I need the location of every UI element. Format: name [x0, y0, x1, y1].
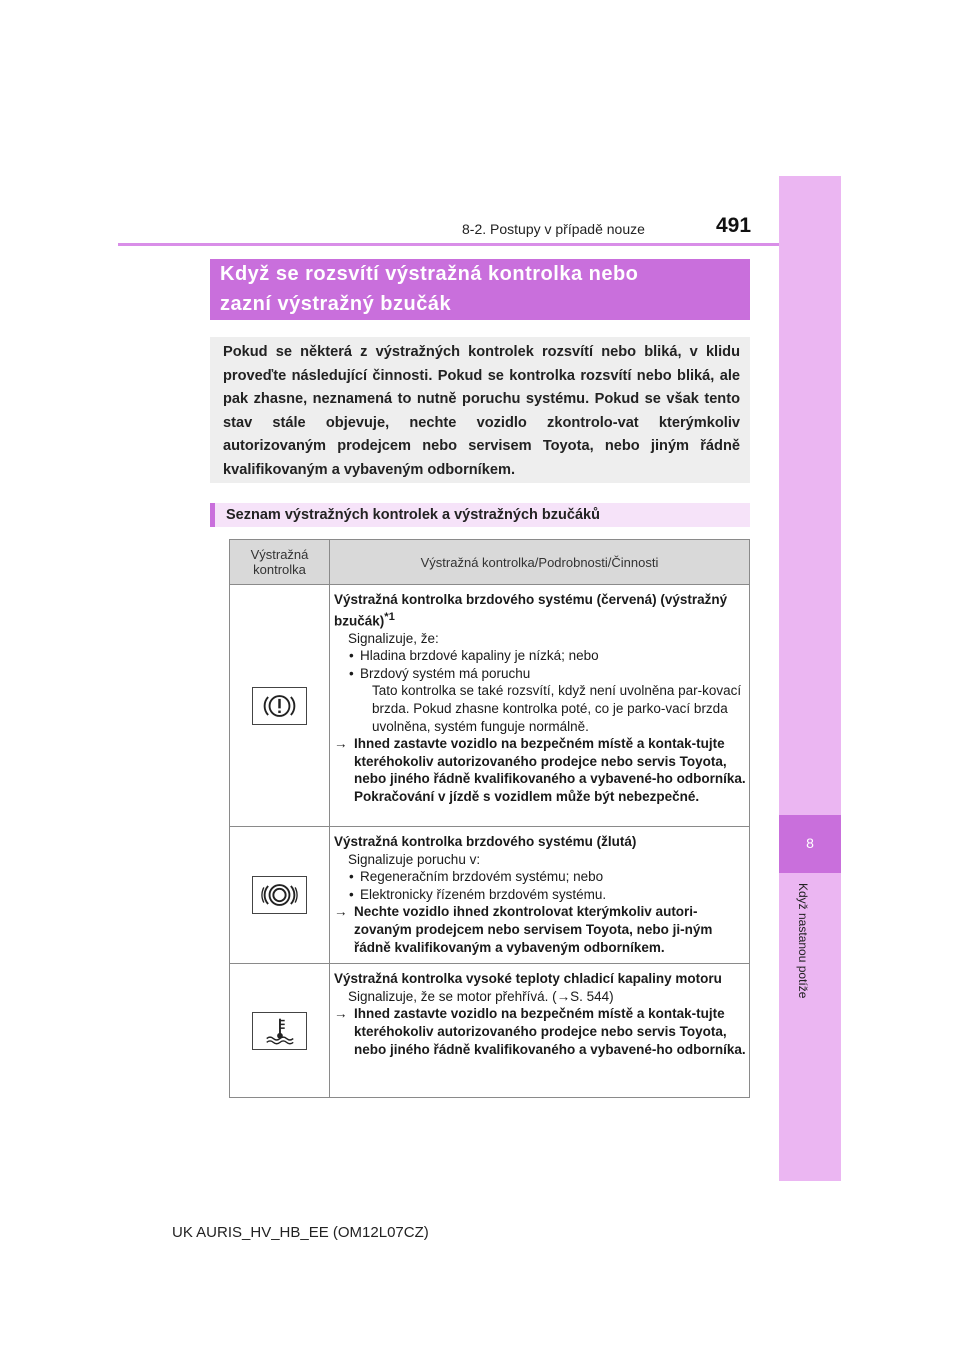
row-action-text: Ihned zastavte vozidlo na bezpečném místě a kontak-tujte kteréhokoliv autorizovaného prodejce nebo servis Toyota, nebo jiného řádně kvalifikovaného a vybavené-ho odborníka.: [354, 1006, 746, 1057]
details-cell: [330, 585, 750, 827]
row-intro: Signalizuje poruchu v:: [348, 851, 481, 867]
table-header-row: [230, 540, 750, 585]
header-indicator-column: Výstražná kontrolka: [230, 540, 330, 585]
header-details-column: Výstražná kontrolka/Podrobnosti/Činnosti: [330, 540, 750, 585]
side-tab-chapter-number: 8: [779, 815, 841, 873]
warning-table: [229, 539, 750, 1098]
details-cell: [330, 964, 750, 1098]
brake-system-warning-icon: [252, 687, 307, 725]
table-row: [230, 585, 750, 827]
side-tab-label-text: Když nastanou potíže: [796, 883, 810, 999]
list-item: [334, 886, 746, 904]
list-item-text: Elektronicky řízeném brzdovém systému.: [360, 886, 607, 902]
details-cell: [330, 827, 750, 964]
brake-system-yellow-warning-icon: [252, 876, 307, 914]
indicator-cell: [230, 827, 330, 964]
section-title-line-2: zazní výstražný bzučák: [220, 293, 452, 315]
list-subheading: Seznam výstražných kontrolek a výstražných bzučáků: [210, 503, 750, 527]
section-title-line-1: Když se rozsvítí výstražná kontrolka nebo: [220, 263, 639, 285]
arrow-icon: →: [334, 1006, 348, 1022]
section-path: 8-2. Postupy v případě nouze: [462, 221, 645, 237]
row-intro: Signalizuje, že:: [348, 630, 439, 646]
header-rule: [118, 243, 780, 246]
list-item: [334, 665, 746, 683]
list-item-text: Brzdový systém má poruchu: [360, 665, 531, 681]
bullet-mark: •: [349, 886, 354, 902]
row-action: [334, 1005, 746, 1058]
footnote-marker: *1: [384, 610, 395, 623]
intro-box: Pokud se některá z výstražných kontrolek rozsvítí nebo bliká, v klidu proveďte následující činnosti. Pokud se kontrolka rozsvítí nebo bliká, ale pak zhasne, neznamená to nutně poruchu systému. Pokud se však tento stav stále objevuje, nechte vozidlo zkontrolo-vat kterýmkoliv autorizovaným prodejcem nebo servisem Toyota, nebo jiným řádně kvalifikovaným a vybaveným odborníkem.: [210, 337, 750, 483]
row-action-text: Ihned zastavte vozidlo na bezpečném místě a kontak-tujte kteréhokoliv autorizovaného prodejce nebo servis Toyota, nebo jiného řádně kvalifikovaného a vybavené-ho odborníka. Pokračování v jízdě s vozidlem může být nebezpečné.: [354, 736, 746, 805]
row-note: Tato kontrolka se také rozsvítí, když není uvolněna par-kovací brzda. Pokud zhasne kontrolka poté, co je parko-vací brzda uvolněna, systém funguje normálně.: [372, 683, 742, 734]
bullet-mark: •: [349, 869, 354, 885]
bullet-mark: •: [349, 648, 354, 664]
row-title: [334, 591, 746, 630]
indicator-cell: [230, 964, 330, 1098]
table-row: [230, 964, 750, 1098]
coolant-temperature-warning-icon: [252, 1012, 307, 1050]
indicator-cell: [230, 585, 330, 827]
side-tab-chapter-label: [780, 883, 840, 1033]
row-action-text: Nechte vozidlo ihned zkontrolovat kterýmkoliv autori-zovaným prodejcem nebo servisem Toyota, nebo ji-ným řádně kvalifikovaným a vybaveným odborníkem.: [354, 904, 713, 955]
list-item-text: Regeneračním brzdovém systému; nebo: [360, 869, 604, 885]
footer-document-code: UK AURIS_HV_HB_EE (OM12L07CZ): [172, 1224, 429, 1241]
table-row: [230, 827, 750, 964]
row-title: Výstražná kontrolka brzdového systému (žlutá): [334, 834, 637, 849]
list-item: [334, 647, 746, 665]
arrow-icon: →: [334, 904, 348, 920]
row-title: Výstražná kontrolka vysoké teploty chladicí kapaliny motoru: [334, 971, 722, 987]
arrow-icon: →: [334, 736, 348, 752]
page-number: 491: [716, 214, 752, 237]
list-item: [334, 868, 746, 886]
list-item-text: Hladina brzdové kapaliny je nízká; nebo: [360, 648, 599, 664]
section-title: [210, 259, 750, 320]
row-intro: Signalizuje, že se motor přehřívá. (→S. 544): [348, 988, 614, 1004]
row-title-text: Výstražná kontrolka brzdového systému (červená) (výstražný bzučák): [334, 592, 728, 629]
row-action: [334, 903, 746, 956]
bullet-mark: •: [349, 665, 354, 681]
row-action: [334, 735, 746, 805]
